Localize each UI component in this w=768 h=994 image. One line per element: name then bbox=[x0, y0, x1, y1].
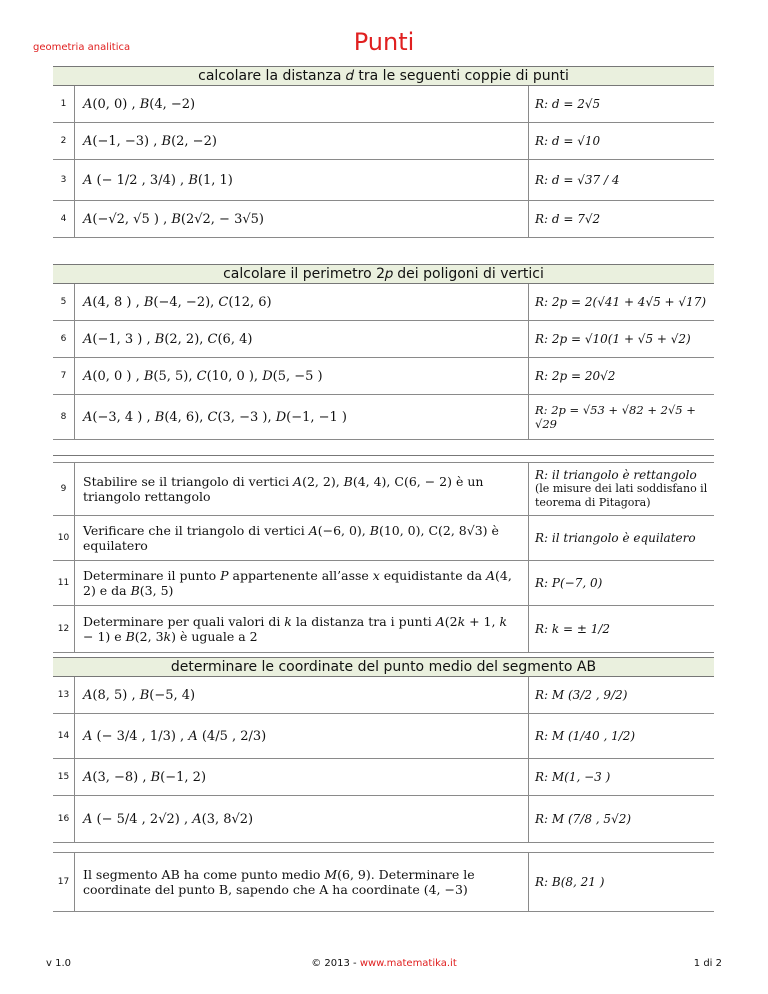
table-row bbox=[53, 201, 714, 238]
answer: 𝑅: 2𝑝 = 2(√41 + 4√5 + √17) bbox=[535, 295, 707, 309]
table-row bbox=[53, 759, 714, 796]
row-number: 5 bbox=[53, 284, 75, 320]
question: 𝐴(−1, 3 ) , 𝐵(2, 2), 𝐶(6, 4) bbox=[75, 321, 529, 357]
version-label: v 1.0 bbox=[46, 958, 71, 969]
table-row bbox=[53, 123, 714, 160]
table-row bbox=[53, 86, 714, 123]
table-row bbox=[53, 714, 714, 759]
row-number: 8 bbox=[53, 395, 75, 439]
answer: 𝑅: 𝑖𝑙 𝑡𝑟𝑖𝑎𝑛𝑔𝑜𝑙𝑜 è equilatero bbox=[535, 531, 696, 545]
table-row bbox=[53, 284, 714, 321]
row-number: 17 bbox=[53, 853, 75, 911]
page-number: 1 di 2 bbox=[693, 958, 722, 969]
question: Verificare che il triangolo di vertici 𝐴(−6, 0), 𝐵(10, 0), C(2, 8√3) è equilatero bbox=[75, 516, 529, 560]
answer-note: (le misure dei lati soddisfano il teorema di Pitagora) bbox=[535, 482, 708, 509]
row-number: 11 bbox=[53, 561, 75, 605]
perimeter-table bbox=[53, 284, 714, 440]
row-number: 9 bbox=[53, 463, 75, 515]
row-number: 6 bbox=[53, 321, 75, 357]
topic-label: geometria analitica bbox=[33, 42, 131, 53]
row-number: 7 bbox=[53, 358, 75, 394]
page-title: Punti bbox=[353, 28, 415, 56]
row-number: 3 bbox=[53, 160, 75, 200]
question: Il segmento AB ha come punto medio 𝑀(6, 9). Determinare le coordinate del punto B, sapendo che A ha coordinate (4, −3) bbox=[75, 853, 529, 911]
table-row bbox=[53, 796, 714, 843]
question: 𝐴(8, 5) , 𝐵(−5, 4) bbox=[75, 677, 529, 713]
problems-table bbox=[53, 462, 714, 653]
question: 𝐴(0, 0 ) , 𝐵(5, 5), 𝐶(10, 0 ), 𝐷(5, −5 ) bbox=[75, 358, 529, 394]
table-row bbox=[53, 853, 714, 912]
row-number: 13 bbox=[53, 677, 75, 713]
midpoint-table bbox=[53, 677, 714, 843]
answer: 𝑅: 𝑑 = 2√5 bbox=[535, 97, 601, 111]
answer: 𝑅: 𝑘 = ± 1/2 bbox=[535, 622, 611, 636]
question: 𝐴(3, −8) , 𝐵(−1, 2) bbox=[75, 759, 529, 795]
row-number: 15 bbox=[53, 759, 75, 795]
answer: 𝑅: 𝑀 (7/8 , 5√2) bbox=[535, 812, 632, 826]
question: Determinare per quali valori di 𝑘 la distanza tra i punti 𝐴(2𝑘 + 1, 𝑘 − 1) e 𝐵(2, 3𝑘) è uguale a 2 bbox=[75, 606, 529, 652]
question: 𝐴(−√2, √5 ) , 𝐵(2√2, − 3√5) bbox=[75, 201, 529, 237]
row-number: 10 bbox=[53, 516, 75, 560]
row-number: 4 bbox=[53, 201, 75, 237]
table-row bbox=[53, 463, 714, 516]
answer: 𝑅: 2𝑝 = √10(1 + √5 + √2) bbox=[535, 332, 691, 346]
copyright-text: © 2013 - bbox=[311, 958, 360, 969]
site-link[interactable]: www.matematika.it bbox=[359, 958, 457, 969]
table-row bbox=[53, 606, 714, 653]
section-header-distance: calcolare la distanza 𝑑 tra le seguenti coppie di punti bbox=[53, 66, 714, 86]
answer: 𝑅: 𝐵(8, 21 ) bbox=[535, 875, 605, 889]
section-header-midpoint: determinare le coordinate del punto medio del segmento AB bbox=[53, 657, 714, 677]
answer: 𝑅: 𝑀(1, −3 ) bbox=[535, 770, 611, 784]
answer: 𝑅: 𝑀 (1/40 , 1/2) bbox=[535, 729, 636, 743]
question: Stabilire se il triangolo di vertici 𝐴(2, 2), 𝐵(4, 4), C(6, − 2) è un triangolo rettangolo bbox=[75, 463, 529, 515]
table-row bbox=[53, 516, 714, 561]
footer-copyright bbox=[0, 958, 768, 969]
question: 𝐴(0, 0) , 𝐵(4, −2) bbox=[75, 86, 529, 122]
question: Determinare il punto 𝑃 appartenente all’asse 𝑥 equidistante da 𝐴(4, 2) e da 𝐵(3, 5) bbox=[75, 561, 529, 605]
question: 𝐴 (− 1/2 , 3/4) , 𝐵(1, 1) bbox=[75, 160, 529, 200]
distance-table bbox=[53, 86, 714, 238]
section-divider bbox=[53, 455, 714, 456]
table-row bbox=[53, 321, 714, 358]
answer: 𝑅: 2𝑝 = 20√2 bbox=[535, 369, 616, 383]
table-row bbox=[53, 358, 714, 395]
answer: 𝑅: 𝑑 = 7√2 bbox=[535, 212, 601, 226]
answer: 𝑅: 2𝑝 = √53 + √82 + 2√5 + √29 bbox=[535, 403, 696, 431]
row-number: 16 bbox=[53, 796, 75, 842]
answer: 𝑅: 𝑀 (3/2 , 9/2) bbox=[535, 688, 628, 702]
table-row bbox=[53, 395, 714, 440]
row-number: 14 bbox=[53, 714, 75, 758]
answer bbox=[529, 463, 714, 515]
answer: 𝑅: 𝑑 = √37 / 4 bbox=[535, 173, 620, 187]
table-row bbox=[53, 677, 714, 714]
question: 𝐴 (− 3/4 , 1/3) , 𝐴 (4/5 , 2/3) bbox=[75, 714, 529, 758]
table-row bbox=[53, 160, 714, 201]
question: 𝐴(−1, −3) , 𝐵(2, −2) bbox=[75, 123, 529, 159]
section-header-perimeter: calcolare il perimetro 2𝑝 dei poligoni di vertici bbox=[53, 264, 714, 284]
question: 𝐴 (− 5/4 , 2√2) , 𝐴(3, 8√2) bbox=[75, 796, 529, 842]
answer: 𝑅: 𝑃(−7, 0) bbox=[535, 576, 603, 590]
answer: 𝑅: 𝑑 = √10 bbox=[535, 134, 601, 148]
answer-main: 𝑅: 𝑖𝑙 𝑡𝑟𝑖𝑎𝑛𝑔𝑜𝑙𝑜 è 𝑟𝑒𝑡𝑡𝑎𝑛𝑔𝑜𝑙𝑜 bbox=[535, 468, 697, 482]
row-number: 12 bbox=[53, 606, 75, 652]
question: 𝐴(4, 8 ) , 𝐵(−4, −2), 𝐶(12, 6) bbox=[75, 284, 529, 320]
last-problem-table bbox=[53, 852, 714, 912]
row-number: 1 bbox=[53, 86, 75, 122]
question: 𝐴(−3, 4 ) , 𝐵(4, 6), 𝐶(3, −3 ), 𝐷(−1, −1 ) bbox=[75, 395, 529, 439]
table-row bbox=[53, 561, 714, 606]
row-number: 2 bbox=[53, 123, 75, 159]
